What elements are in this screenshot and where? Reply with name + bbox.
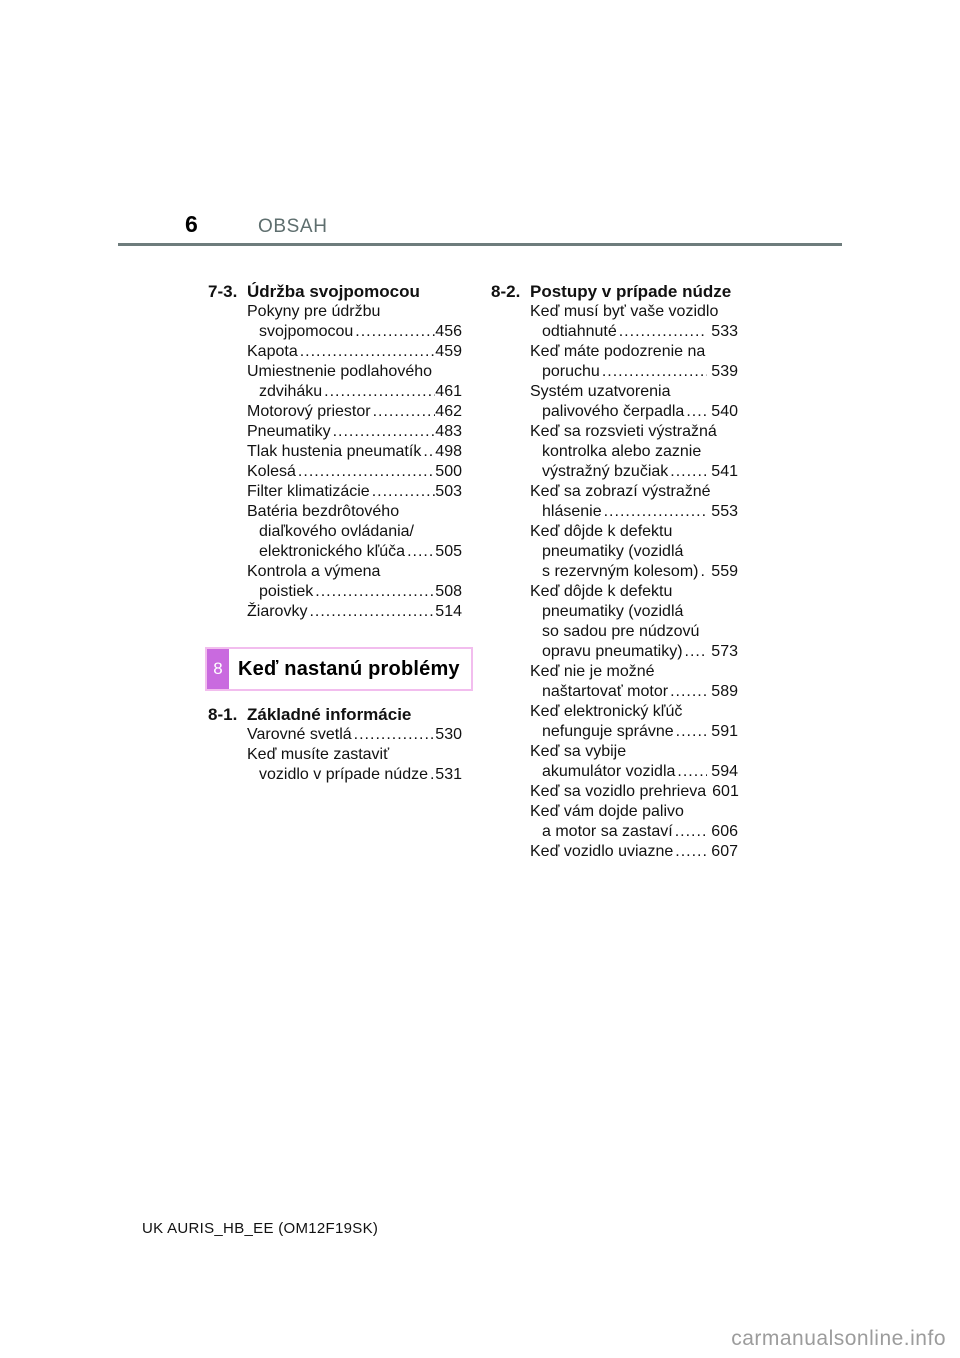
toc-section-8-2 — [491, 282, 738, 862]
toc-page-ref: 483 — [435, 423, 462, 440]
dot-leader — [296, 462, 435, 482]
toc-entry-line: Keď musíte zastaviť — [247, 746, 390, 763]
toc-entry-line — [491, 502, 738, 522]
toc-page-ref: 541 — [711, 463, 738, 480]
toc-entry-line — [491, 682, 738, 702]
toc-entry-text: Pneumatiky — [247, 423, 331, 440]
toc-entry-text: s rezervným kolesom) — [542, 563, 699, 580]
dot-leader — [371, 402, 436, 422]
toc-entry-line: Keď sa zobrazí výstražné — [530, 483, 711, 500]
dot-leader — [668, 462, 707, 482]
toc-entry-text: naštartovať motor — [542, 683, 669, 700]
toc-entry-text: Motorový priestor — [247, 403, 371, 420]
toc-entry-line — [491, 322, 738, 342]
section-id: 8-2. — [491, 282, 521, 301]
dot-leader — [405, 542, 435, 562]
dot-leader — [322, 382, 435, 402]
chapter-title: Keď nastanú problémy — [238, 657, 460, 680]
toc-entry-line — [208, 402, 462, 422]
toc-page-ref: 531 — [435, 766, 462, 783]
toc-entry-line — [491, 762, 738, 782]
dot-leader — [307, 602, 435, 622]
toc-entry-line: pneumatiky (vozidlá — [542, 543, 684, 560]
toc-entry-line: Keď nie je možné — [530, 663, 655, 680]
toc-page-ref: 559 — [711, 563, 738, 580]
toc-entry-line — [208, 482, 462, 502]
dot-leader — [370, 482, 436, 502]
toc-entry-text: poruchu — [542, 363, 600, 380]
toc-page-ref: 508 — [435, 583, 462, 600]
watermark: carmanualsonline.info — [731, 1327, 946, 1350]
toc-section-8-1 — [208, 705, 462, 785]
toc-entry-text: hlásenie — [542, 503, 602, 520]
toc-left-column — [208, 282, 462, 785]
header-rule — [118, 243, 842, 246]
dot-leader — [698, 562, 707, 582]
toc-entry-line: Batéria bezdrôtového — [247, 503, 400, 520]
dot-leader — [673, 822, 708, 842]
toc-entry-line — [208, 462, 462, 482]
toc-entry-text: Varovné svetlá — [247, 726, 352, 743]
dot-leader — [602, 502, 708, 522]
section-id: 8-1. — [208, 705, 238, 724]
toc-entry-line: Keď musí byť vaše vozidlo — [530, 303, 719, 320]
toc-entry-line: Kontrola a výmena — [247, 563, 381, 580]
dot-leader — [298, 342, 436, 362]
toc-entry-line: Keď máte podozrenie na — [530, 343, 706, 360]
toc-entry-line — [208, 422, 462, 442]
toc-entry-line — [208, 602, 462, 622]
section-title: Základné informácie — [247, 705, 412, 724]
dot-leader — [352, 725, 436, 745]
toc-entry-text: Keď sa vozidlo prehrieva — [530, 783, 707, 800]
dot-leader — [353, 322, 435, 342]
toc-entry-text: a motor sa zastaví — [542, 823, 673, 840]
toc-entry-line: Keď sa rozsvieti výstražná — [530, 423, 717, 440]
toc-entry-line — [208, 442, 462, 462]
toc-entry-line: pneumatiky (vozidlá — [542, 603, 684, 620]
toc-page-ref: 601 — [712, 783, 739, 800]
toc-entry-text: poistiek — [259, 583, 314, 600]
toc-entry-line: kontrolka alebo zaznie — [542, 443, 702, 460]
toc-entry-text: Žiarovky — [247, 603, 308, 620]
toc-entry-line — [208, 582, 462, 602]
toc-page-ref: 539 — [711, 363, 738, 380]
toc-page-ref: 498 — [435, 443, 462, 460]
toc-entry-line: Keď sa vybije — [530, 743, 627, 760]
toc-page-ref: 503 — [435, 483, 462, 500]
footer-document-code: UK AURIS_HB_EE (OM12F19SK) — [142, 1220, 379, 1237]
toc-page-ref: 553 — [711, 503, 738, 520]
toc-entry-text: zdviháku — [259, 383, 323, 400]
toc-entry-line: Keď dôjde k defektu — [530, 523, 673, 540]
toc-entry-line — [208, 725, 462, 745]
toc-entry-text: výstražný bzučiak — [542, 463, 669, 480]
dot-leader — [683, 642, 708, 662]
dot-leader — [313, 582, 435, 602]
toc-page-ref: 533 — [711, 323, 738, 340]
toc-page-ref: 589 — [711, 683, 738, 700]
toc-entry-line — [208, 765, 462, 785]
toc-entry-line — [491, 462, 738, 482]
dot-leader — [331, 422, 436, 442]
toc-page-ref: 591 — [711, 723, 738, 740]
toc-entry-line: Pokyny pre údržbu — [247, 303, 381, 320]
toc-page-ref: 500 — [435, 463, 462, 480]
toc-right-column — [491, 282, 738, 862]
toc-entry-line — [491, 562, 738, 582]
toc-entry-line — [491, 402, 738, 422]
toc-entry-text: elektronického kľúča — [259, 543, 406, 560]
section-title: Postupy v prípade núdze — [530, 282, 732, 301]
dot-leader — [675, 762, 707, 782]
toc-page-ref: 456 — [435, 323, 462, 340]
toc-page-ref: 607 — [711, 843, 738, 860]
toc-page-ref: 462 — [435, 403, 462, 420]
section-id: 7-3. — [208, 282, 238, 301]
dot-leader — [674, 722, 708, 742]
toc-entry-text: opravu pneumatiky) — [542, 643, 683, 660]
toc-entry-line: diaľkového ovládania/ — [259, 523, 414, 540]
header-title: OBSAH — [258, 216, 328, 237]
toc-page-ref: 514 — [435, 603, 462, 620]
dot-leader — [668, 682, 707, 702]
toc-page-ref: 461 — [435, 383, 462, 400]
page-number: 6 — [185, 211, 198, 237]
toc-entry-line: Keď dôjde k defektu — [530, 583, 673, 600]
toc-page-ref: 573 — [711, 643, 738, 660]
toc-entry-line — [491, 822, 738, 842]
dot-leader — [617, 322, 708, 342]
toc-entry-text: Kolesá — [247, 463, 296, 480]
section-title: Údržba svojpomocou — [247, 282, 420, 301]
toc-entry-line — [491, 782, 738, 802]
dot-leader — [673, 842, 707, 862]
toc-page-ref: 540 — [711, 403, 738, 420]
toc-entry-text: Keď vozidlo uviazne — [530, 843, 674, 860]
toc-entry-line: Keď vám dojde palivo — [530, 803, 684, 820]
toc-page-ref: 505 — [435, 543, 462, 560]
dot-leader — [428, 765, 435, 785]
toc-section-heading — [208, 705, 462, 725]
toc-entry-text: Filter klimatizácie — [247, 483, 370, 500]
toc-entry-text: nefunguje správne — [542, 723, 674, 740]
toc-entry-text: svojpomocou — [259, 323, 354, 340]
toc-entry-line — [491, 642, 738, 662]
toc-entry-text: vozidlo v prípade núdze — [259, 766, 428, 783]
toc-page-ref: 530 — [435, 726, 462, 743]
toc-entry-line: Umiestnenie podlahového — [247, 363, 433, 380]
toc-entry-line — [208, 382, 462, 402]
toc-entry-line: so sadou pre núdzovú — [542, 623, 700, 640]
toc-entry-text: odtiahnuté — [542, 323, 617, 340]
dot-leader — [684, 402, 707, 422]
toc-entry-line: Keď elektronický kľúč — [530, 703, 683, 720]
chapter-banner — [205, 647, 473, 691]
toc-entry-text: Kapota — [247, 343, 298, 360]
toc-entry-line — [491, 362, 738, 382]
toc-entry-line — [491, 842, 738, 862]
toc-entry-text: Tlak hustenia pneumatík — [247, 443, 422, 460]
toc-entry-line — [208, 342, 462, 362]
toc-entry-text: akumulátor vozidla — [542, 763, 676, 780]
toc-entry-line: Systém uzatvorenia — [530, 383, 671, 400]
toc-entry-line — [491, 722, 738, 742]
dot-leader — [600, 362, 707, 382]
toc-section-7-3 — [208, 282, 462, 622]
toc-entry-line — [208, 542, 462, 562]
toc-section-heading — [491, 282, 738, 302]
toc-page-ref: 459 — [435, 343, 462, 360]
toc-section-heading — [208, 282, 462, 302]
toc-page-ref: 606 — [711, 823, 738, 840]
toc-entry-text: palivového čerpadla — [542, 403, 685, 420]
chapter-number-badge: 8 — [207, 649, 229, 689]
dot-leader — [421, 442, 435, 462]
toc-page-ref: 594 — [711, 763, 738, 780]
toc-entry-line — [208, 322, 462, 342]
